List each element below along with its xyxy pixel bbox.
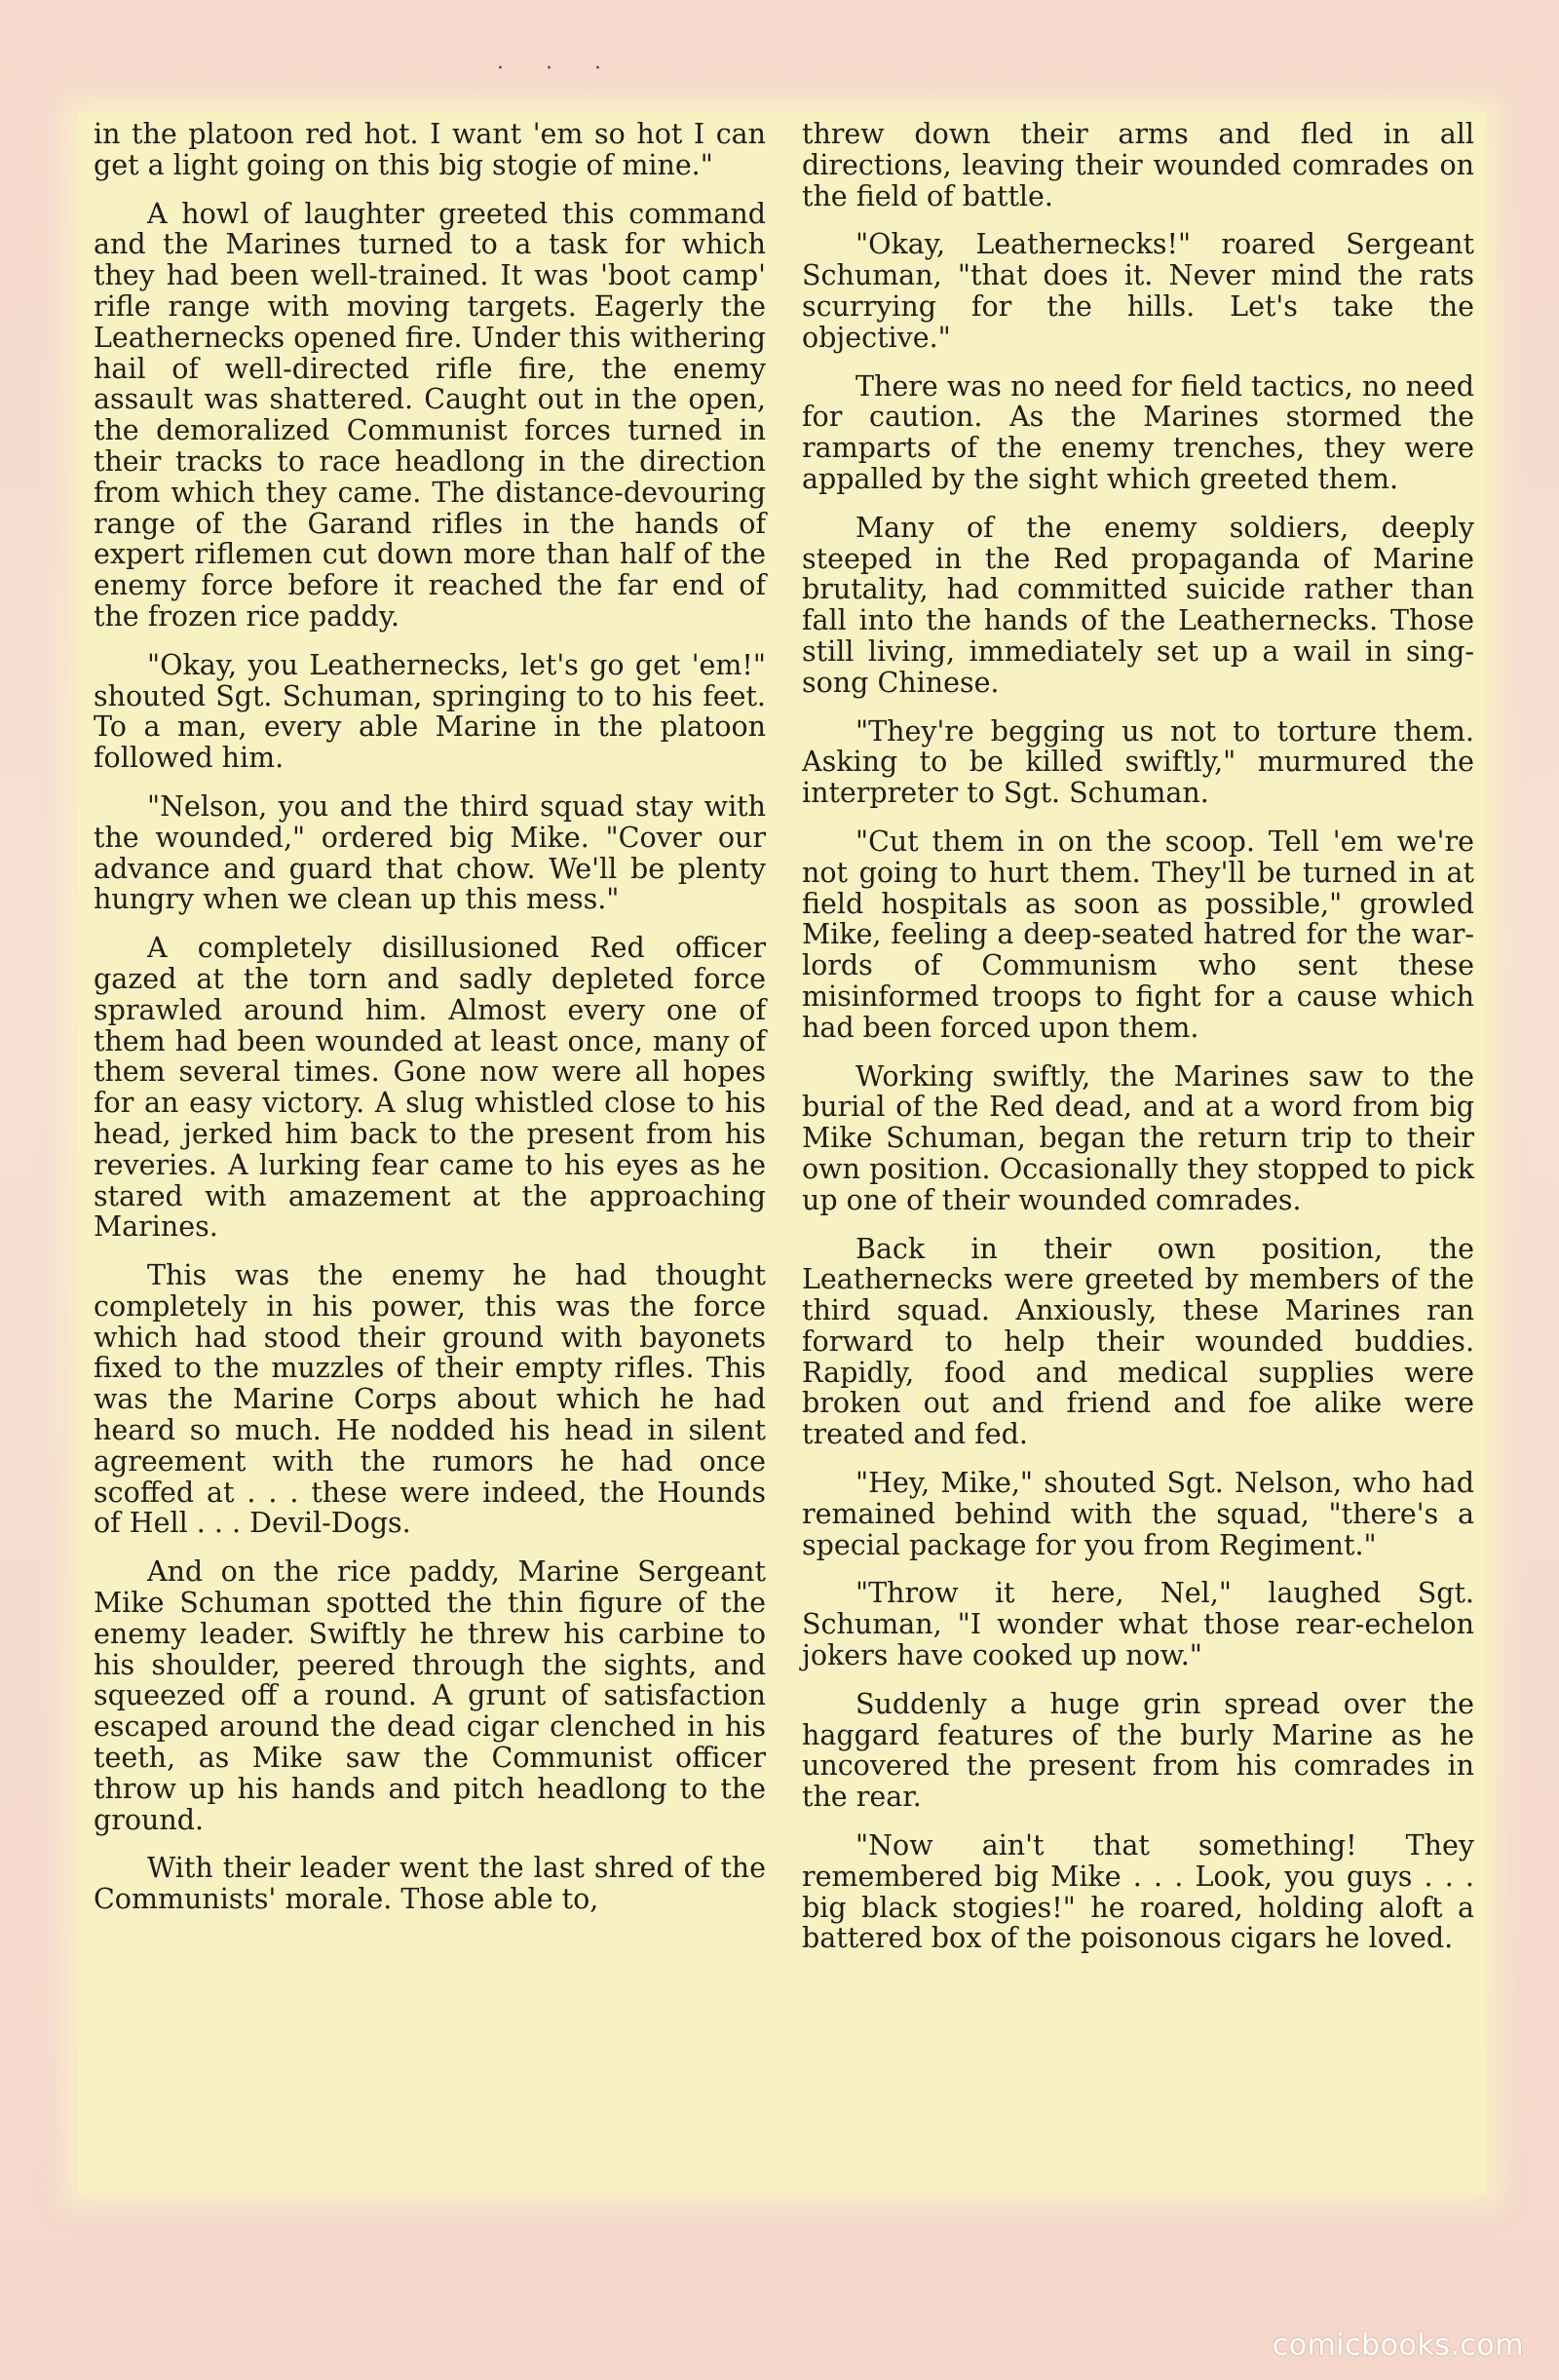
paragraph: threw down their arms and fled in all directions, leaving their wounded comrades on the field of battle.: [802, 118, 1474, 212]
paragraph: "Okay, Leathernecks!" roared Sergeant Schuman, "that does it. Never mind the rats scurrying for the hills. Let's take the objective.": [802, 228, 1474, 354]
paragraph: "Cut them in on the scoop. Tell 'em we're not going to hurt them. They'll be turned in at field hospitals as soon as possible," growled Mike, feeling a deep-seated hatred for the war-lords of Communism who sent these misinformed troops to fight for a cause which had been forced upon them.: [802, 825, 1474, 1044]
paragraph: This was the enemy he had thought completely in his power, this was the force which had stood their ground with bayonets fixed to the muzzles of their empty rifles. This was the Marine Corps about which he had heard so much. He nodded his head in silent agreement with the rumors he had once scoffed at . . . these were indeed, the Hounds of Hell . . . Devil-Dogs.: [94, 1259, 766, 1540]
paragraph: Many of the enemy soldiers, deeply steeped in the Red propaganda of Marine brutality, had committed suicide rather than fall into the hands of the Leathernecks. Those still living, immediately set up a wail in sing-song Chinese.: [802, 511, 1474, 699]
site-watermark: comicbooks.com: [1272, 2328, 1524, 2362]
paragraph: "Nelson, you and the third squad stay with the wounded," ordered big Mike. "Cover our advance and guard that chow. We'll be plenty hungry when we clean up this mess.": [94, 789, 766, 916]
paragraph: "Hey, Mike," shouted Sgt. Nelson, who had remained behind with the squad, "there's a special package for you from Regiment.": [802, 1467, 1474, 1561]
paragraph: "They're begging us not to torture them. Asking to be killed swiftly," murmured the interpreter to Sgt. Schuman.: [802, 714, 1474, 810]
paragraph: "Throw it here, Nel," laughed Sgt. Schuman, "I wonder what those rear-echelon jokers have cooked up now.": [802, 1577, 1474, 1672]
print-specks: · · ·: [497, 57, 619, 81]
paragraph: And on the rice paddy, Marine Sergeant Mike Schuman spotted the thin figure of the enemy leader. Swiftly he threw his carbine to his shoulder, peered through the sights, and squeezed off a round. A grunt of satisfaction escaped around the dead cigar clenched in his teeth, as Mike saw the Communist officer throw up his hands and pitch headlong to the ground.: [94, 1555, 766, 1836]
paragraph: "Now ain't that something! They remembered big Mike . . . Look, you guys . . . big black stogies!" he roared, holding aloft a battered box of the poisonous cigars he loved.: [802, 1829, 1474, 1955]
paragraph: Back in their own position, the Leathernecks were greeted by members of the third squad. Anxiously, these Marines ran forward to help their wounded buddies. Rapidly, food and medical supplies were broken out and friend and foe alike were treated and fed.: [802, 1232, 1474, 1451]
paragraph: Working swiftly, the Marines saw to the burial of the Red dead, and at a word from big Mike Schuman, began the return trip to their own position. Occasionally they stopped to pick up one of their wounded comrades.: [802, 1059, 1474, 1216]
left-column: [94, 119, 766, 1933]
paragraph: "Okay, you Leathernecks, let's go get 'em!" shouted Sgt. Schuman, springing to to his feet. To a man, every able Marine in the platoon followed him.: [94, 648, 766, 775]
paragraph: A completely disillusioned Red officer gazed at the torn and sadly depleted force sprawled around him. Almost every one of them had been wounded at least once, many of them several times. Gone now were all hopes for an easy victory. A slug whistled close to his head, jerked him back to the present from his reveries. A lurking fear came to his eyes as he stared with amazement at the approaching Marines.: [94, 932, 766, 1244]
paragraph: in the platoon red hot. I want 'em so hot I can get a light going on this big stogie of mine.": [94, 118, 766, 181]
paragraph: Suddenly a huge grin spread over the haggard features of the burly Marine as he uncovered the present from his comrades in the rear.: [802, 1687, 1474, 1814]
paragraph: A howl of laughter greeted this command and the Marines turned to a task for which they had been well-trained. It was 'boot camp' rifle range with moving targets. Eagerly the Leathernecks opened fire. Under this withering hail of well-directed rifle fire, the enemy assault was shattered. Caught out in the open, the demoralized Communist forces turned in their tracks to race headlong in the direction from which they came. The distance-devouring range of the Garand rifles in the hands of expert riflemen cut down more than half of the enemy force before it reached the far end of the frozen rice paddy.: [94, 197, 766, 633]
paragraph: With their leader went the last shred of the Communists' morale. Those able to,: [94, 1852, 766, 1916]
paragraph: There was no need for field tactics, no need for caution. As the Marines stormed the ramparts of the enemy trenches, they were appalled by the sight which greeted them.: [802, 369, 1474, 495]
right-column: [802, 119, 1474, 1972]
